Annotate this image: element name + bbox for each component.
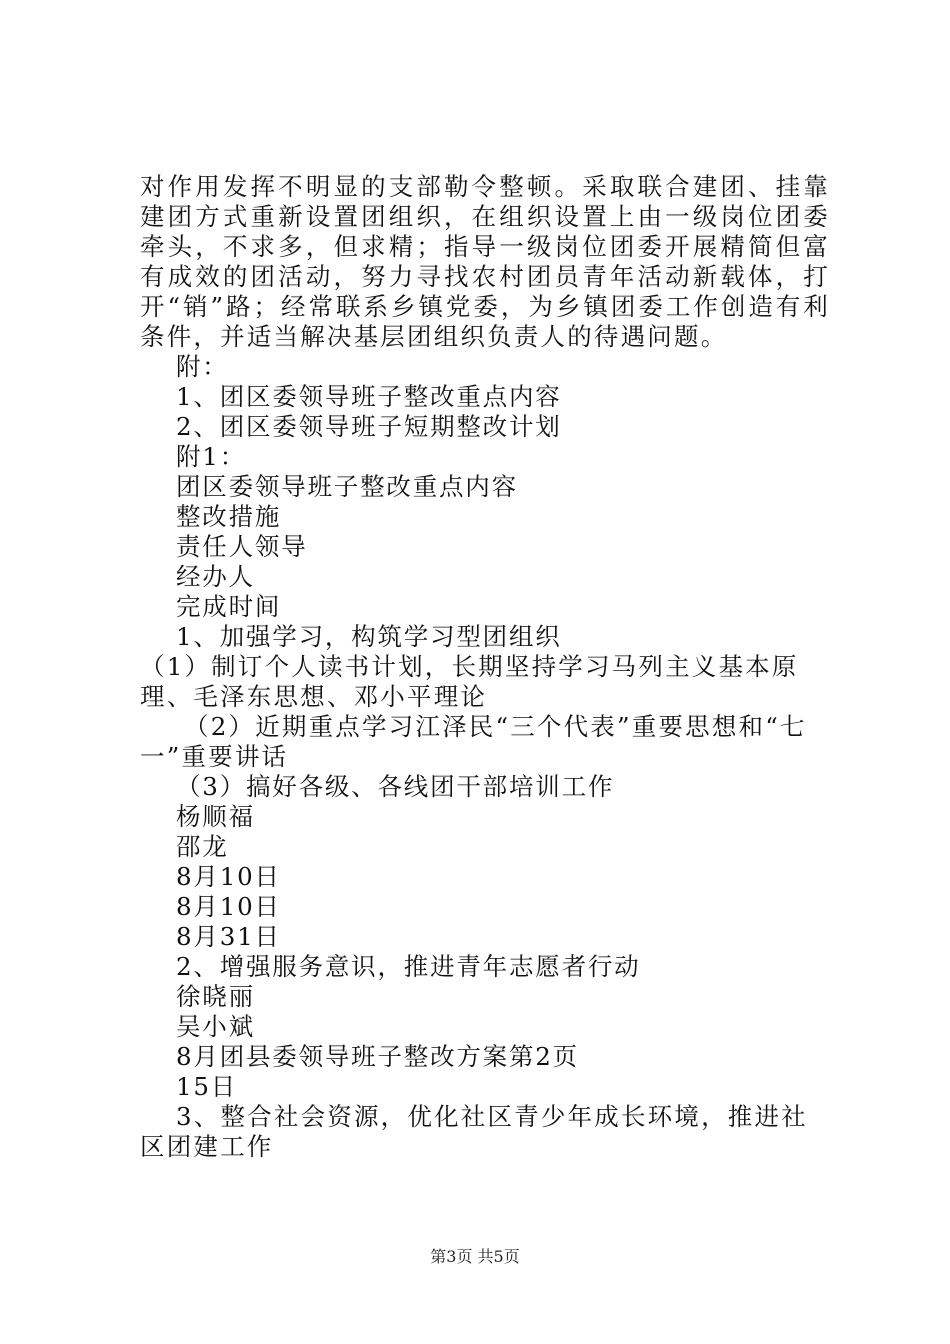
section1-handler: 邵龙	[176, 832, 229, 861]
header-measures: 整改措施	[176, 502, 282, 531]
section2-handler: 吴小斌	[176, 1012, 255, 1041]
page-footer	[0, 1244, 950, 1267]
section1-item2: （2）近期重点学习江泽民“三个代表”重要思想和“七一”重要讲话	[140, 712, 807, 771]
section1-leader: 杨顺福	[176, 802, 255, 831]
section1-item3: （3）搞好各级、各线团干部培训工作	[176, 772, 615, 801]
section1-item1: （1）制订个人读书计划，长期坚持学习马列主义基本原理、毛泽东思想、邓小平理论	[140, 652, 799, 711]
section1-date-1: 8月10日	[176, 862, 281, 891]
appendix-label: 附：	[176, 352, 229, 381]
appendix-item-2: 2、团区委领导班子短期整改计划	[176, 412, 562, 441]
appendix1-label: 附1：	[176, 442, 246, 471]
section1-date-2: 8月10日	[176, 892, 281, 921]
header-leader: 责任人领导	[176, 532, 308, 561]
page-indicator: 第3页 共5页	[430, 1247, 520, 1266]
table-title: 团区委领导班子整改重点内容	[176, 472, 518, 501]
section1-title: 1、加强学习，构筑学习型团组织	[176, 622, 562, 651]
intro-paragraph: 对作用发挥不明显的支部勒令整顿。采取联合建团、挂靠建团方式重新设置团组织，在组织设置上由一级岗位团委牵头，不求多，但求精；指导一级岗位团委开展精简但富有成效的团活动，努力寻找农村团员青年活动新载体，打开“销”路；经常联系乡镇党委，为乡镇团委工作创造有利条件，并适当解决基层团组织负责人的待遇问题。	[140, 172, 830, 351]
section2-date-part2: 15日	[176, 1072, 238, 1101]
section2-title: 2、增强服务意识，推进青年志愿者行动	[176, 952, 641, 981]
appendix-item-1: 1、团区委领导班子整改重点内容	[176, 382, 562, 411]
section3-title: 3、整合社会资源，优化社区青少年成长环境，推进社区团建工作	[140, 1102, 808, 1161]
header-handler: 经办人	[176, 562, 255, 591]
section2-date-part1: 8月团县委领导班子整改方案第2页	[176, 1042, 579, 1071]
section1-date-3: 8月31日	[176, 922, 281, 951]
section2-leader: 徐晓丽	[176, 982, 255, 1011]
document-body	[140, 172, 830, 1162]
header-deadline: 完成时间	[176, 592, 282, 621]
